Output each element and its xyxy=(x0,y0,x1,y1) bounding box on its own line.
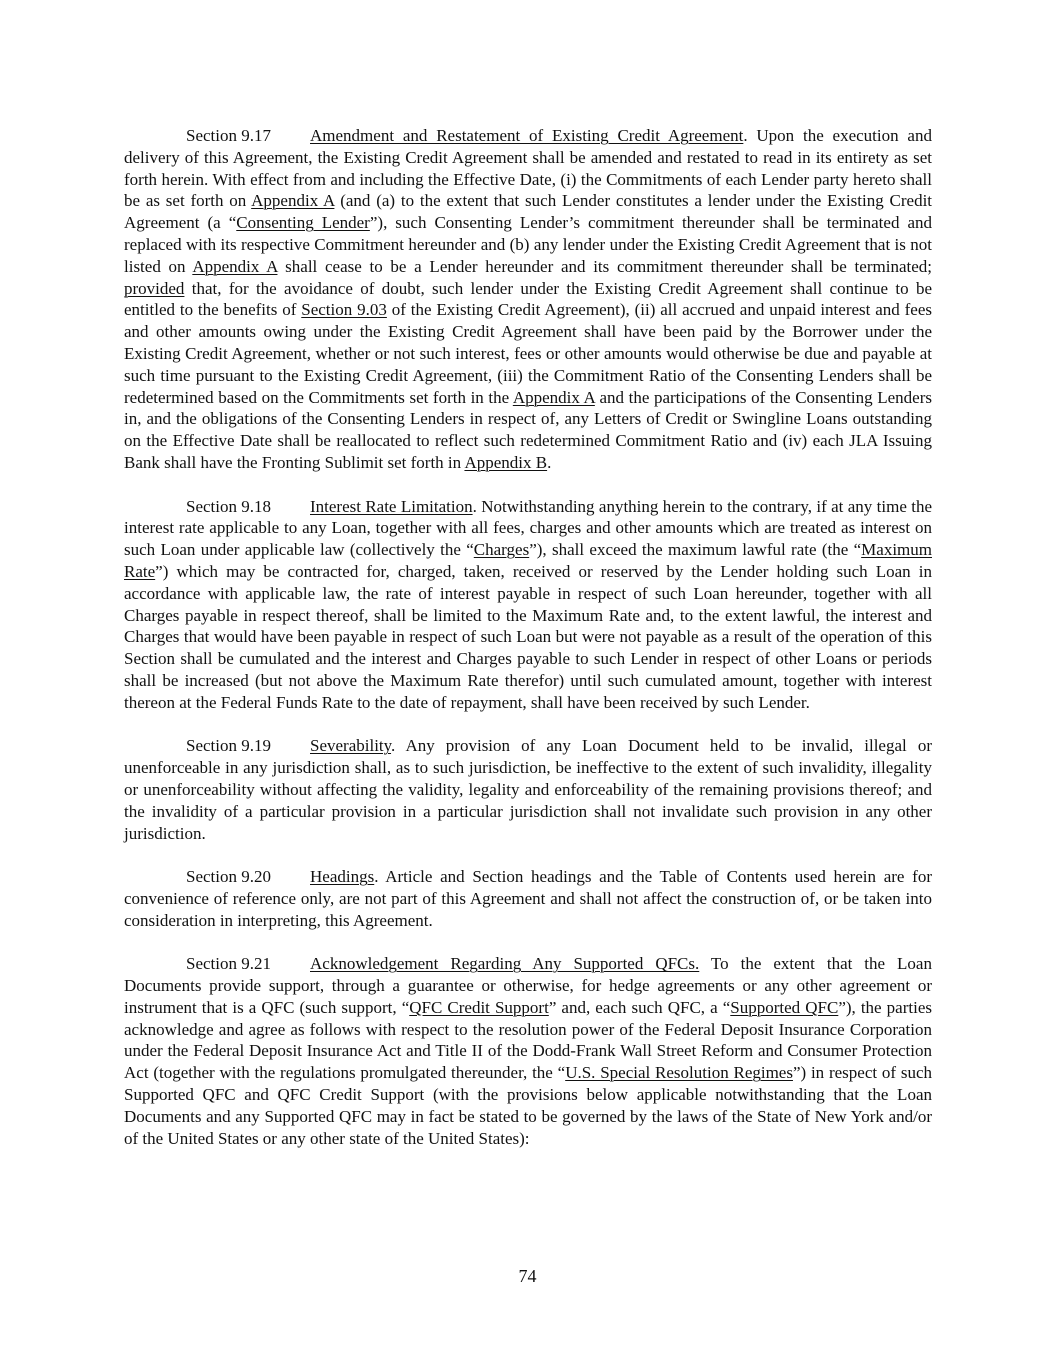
body-text: . Any provision of any Loan Document held to be invalid, illegal or unenforceable in any jurisdiction shall, as to such jurisdiction, be ineffective to the extent of such invalidity, illegality or unenforceability without affecting the validity, legality and enforceability of the remaining provisions thereof; and the invalidity of a particular provision in a particular jurisdiction shall not invalidate such provision in any other jurisdiction. xyxy=(124,736,932,843)
body-text: ”) which may be contracted for, charged, taken, received or reserved by the Lender holding such Loan in accordance with applicable law, the rate of interest payable in respect of such Loan hereunder, together with all Charges payable in respect thereof, shall be limited to the Maximum Rate and, to the extent lawful, the interest and Charges that would have been payable in respect of such Loan but were not payable as a result of the operation of this Section shall be cumulated and the interest and Charges payable to such Lender in respect of other Loans or periods shall be increased (but not above the Maximum Rate therefor) until such cumulated amount, together with interest thereon at the Federal Funds Rate to the date of repayment, shall have been received by such Lender. xyxy=(124,561,932,712)
body-text: ” and, each such QFC, a “ xyxy=(548,997,731,1017)
body-text: shall cease to be a Lender hereunder and its commitment thereunder shall be terminated; xyxy=(277,256,932,276)
defined-term: U.S. Special Resolution Regimes xyxy=(565,1063,793,1083)
body-text: that, for the avoidance of doubt, such lender under the Existing Credit Agreement shall continue to be entitled to the benefits of xyxy=(124,278,932,320)
body-text: ”), the parties acknowledge and agree as follows with respect to the resolution power of the Federal Deposit Insurance Corporation under the Federal Deposit Insurance Act and Title II of the Dodd-Frank Wall Street Reform and Consumer Protection Act (together with the regulations promulgated thereunder, the “ xyxy=(124,997,932,1083)
body-text: . Article and Section headings and the Table of Contents used herein are for convenience of reference only, are not part of this Agreement and shall not affect the construction of, or be taken into consideration in interpreting, this Agreement. xyxy=(124,867,932,930)
defined-term: Maximum Rate xyxy=(124,540,932,581)
body-text: of the Existing Credit Agreement), (ii) all accrued and unpaid interest and fees and other amounts owing under the Existing Credit Agreement shall have been paid by the Borrower under the Existing Credit Agreement, whether or not such interest, fees or other amounts would otherwise be due and payable at such time pursuant to the Existing Credit Agreement, (iii) the Commitment Ratio of the Consenting Lenders shall be redetermined based on the Commitments set forth in the xyxy=(124,300,933,407)
body-text: ”), shall exceed the maximum lawful rate (the “ xyxy=(529,540,862,560)
section-heading: Headings xyxy=(310,867,375,887)
defined-reference: Appendix A xyxy=(251,191,335,211)
section-9-18 xyxy=(124,496,932,714)
body-text: To the extent that the Loan Documents provide support, through a guarantee or otherwise, for hedge agreements or any other agreement or instrument that is a QFC (such support, “ xyxy=(124,954,932,1017)
section-number: Section 9.21 xyxy=(186,954,271,974)
defined-term: provided xyxy=(124,278,185,298)
page-number: 74 xyxy=(518,1266,537,1286)
body-text: (and (a) to the extent that such Lender constitutes a lender under the Existing Credit Agreement (a “ xyxy=(124,191,933,233)
defined-reference: Appendix A xyxy=(192,256,278,276)
defined-reference: Appendix B xyxy=(464,452,548,472)
section-heading: Severability xyxy=(310,736,392,756)
section-9-19 xyxy=(124,735,932,844)
defined-term: Charges xyxy=(473,540,530,560)
document-page xyxy=(124,125,932,1171)
section-number: Section 9.18 xyxy=(186,496,271,516)
section-number: Section 9.17 xyxy=(186,126,271,145)
body-text: . Upon the execution and delivery of this Agreement, the Existing Credit Agreement shall be amended and restated to read in its entirety as set forth herein. With effect from and including the Effective Date, (i) the Commitments of each Lender party hereto shall be as set forth on xyxy=(124,126,932,211)
section-heading: Amendment and Restatement of Existing Credit Agreement xyxy=(310,126,744,145)
body-text: and the participations of the Consenting Lenders in, and the obligations of the Consenting Lenders in respect of, any Letters of Credit or Swingline Loans outstanding on the Effective Date shall be reallocated to reflect such redetermined Commitment Ratio and (iv) each JLA Issuing Bank shall have the Fronting Sublimit set forth in xyxy=(124,387,932,472)
section-9-20 xyxy=(124,866,932,931)
body-text: ”), such Consenting Lender’s commitment thereunder shall be terminated and replaced with its respective Commitment hereunder and (b) any lender under the Existing Credit Agreement that is not listed on xyxy=(124,213,932,276)
defined-term: Supported QFC xyxy=(730,997,839,1017)
section-number: Section 9.19 xyxy=(186,736,271,756)
section-heading: Interest Rate Limitation xyxy=(310,496,473,516)
section-number: Section 9.20 xyxy=(186,867,271,887)
defined-reference: Section 9.03 xyxy=(301,300,387,320)
body-text: . xyxy=(547,452,552,472)
body-text: ”) in respect of such Supported QFC and QFC Credit Support (with the provisions below applicable notwithstanding that the Loan Documents and any Supported QFC may in fact be stated to be governed by the laws of the State of New York and/or of the United States or any other state of the United States): xyxy=(124,1063,932,1148)
section-9-21 xyxy=(124,953,932,1149)
body-text: . Notwithstanding anything herein to the contrary, if at any time the interest rate applicable to any Loan, together with all fees, charges and other amounts which are treated as interest on such Loan under applicable law (collectively the “ xyxy=(124,496,932,560)
defined-term: Consenting Lender xyxy=(236,213,370,233)
section-9-17 xyxy=(124,125,932,474)
section-heading: Acknowledgement Regarding Any Supported QFCs. xyxy=(310,954,700,974)
defined-reference: Appendix A xyxy=(512,387,595,407)
defined-term: QFC Credit Support xyxy=(409,997,549,1017)
